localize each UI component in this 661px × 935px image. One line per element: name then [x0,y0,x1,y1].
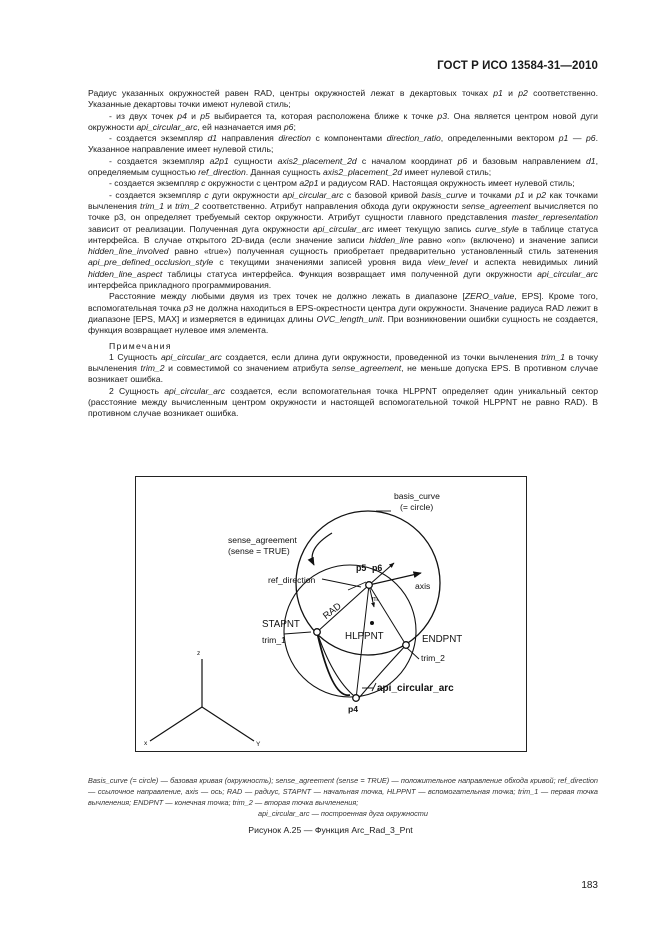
label-rad: RAD [321,600,344,622]
legend-text: api_circular_arc — построенная дуга окружности [258,809,428,818]
label-p6: p6 [372,563,383,573]
endpnt-point [403,642,410,649]
paragraph: Расстояние между любыми двумя из трех точек не должно лежать в диапазоне [ZERO_value, EPS]. Кроме того, вспомогательная точка p3 не должна находиться в EPS-окрестности центра дуги окружности. Значение радиуса RAD лежит в диапазоне [EPS, MAX] и измеряется в единицах длины OVC_length_unit. При возникновении ошибки сущность не создается, функция возвращает нулевое имя элемента. [88,291,598,336]
hlppnt-point [370,621,374,625]
p6-point [366,582,373,589]
document-header: ГОСТ Р ИСО 13584-31—2010 [437,60,598,72]
label-equals-circle: (= circle) [400,502,434,512]
label-x: x [144,740,148,747]
page-number: 183 [581,880,598,891]
label-api-circular-arc: api_circular_arc [377,683,454,694]
label-y: Y [256,741,261,748]
body-text [88,88,598,420]
leader-line [406,647,419,659]
label-axis: axis [415,581,431,591]
legend-text: Basis_curve (= circle) — базовая кривая (окружность); sense_agreement (sense = TRUE) — положительное направление обхода кривой; ref_direction — ссылочное направление, axis — ось; RAD — радиус, STAPNT — начальная точка, HLPPNT — вспомогательная точка; trim_1 — первая точка вычленения; ENDPNT — конечная точка; trim_2 — вторая точка вычленения; [88,776,598,807]
stapnt-point [314,629,321,636]
figure-legend [88,775,598,819]
label-trim-2: trim_2 [421,653,445,663]
paragraph: - создается экземпляр d1 направления direction с компонентами direction_ratio, определенными вектором p1 — p6. Указанное направление имеет нулевой стиль; [88,133,598,155]
figure-diagram [135,476,527,752]
label-p5: p5 [356,563,367,573]
label-sense-true: (sense = TRUE) [228,546,290,556]
label-stapnt: STAPNT [262,619,300,630]
paragraph: - создается экземпляр c окружности с центром a2p1 и радиусом RAD. Настоящая окружность имеет нулевой стиль; [109,178,575,189]
leader-line [348,582,366,590]
figure-caption: Рисунок А.25 — Функция Arc_Rad_3_Pnt [248,825,413,835]
leader-line [372,683,376,691]
paragraph: - из двух точек p4 и p5 выбирается та, которая расположена ближе к точке p3. Она является центром новой дуги окружности api_circular_arc, ей назначается имя p6; [88,110,598,132]
label-ref-direction: ref_direction [268,575,316,585]
paragraph: - создается экземпляр c дуги окружности api_circular_arc с базовой кривой basis_curve и точками p1 и p2 как точками вычленения trim_1 и trim_2 соответственно. Атрибут направления обхода дуги окружности sense_agreement вычисляется по точке p3, он определяет требуемый сектор окружности. Атрибут сущности главного представления master_representation зависит от реализации. Полученная дуга окружности api_circular_arc имеет текущую запись curve_style в таблице статуса интерфейса. В случае открытого 2D-вида (если значение записи hidden_line равно «on» (включено) и значение записи hidden_line_involved равно «true») полученная сущность приобретает предварительно установленный стиль затенения api_pre_defined_occlusion_style с текущими значениями записей уровня вида view_level и аспекта невидимых линий hidden_line_aspect таблицы статуса интерфейса. Функция возвращает имя полученной дуги окружности api_circular_arc интерфейса прикладного программирования. [88,189,599,291]
paragraph: Радиус указанных окружностей равен RAD, центры окружностей лежат в декартовых точках p1 и p2 соответственно. Указанные декартовы точки имеют нулевой стиль; [88,88,598,110]
label-trim-1: trim_1 [262,635,286,645]
radius-line [317,585,369,632]
label-basis-curve: basis_curve [394,491,440,501]
label-hlppnt: HLPPNT [345,631,384,642]
arc-diagram-svg [136,477,528,753]
label-sense-agreement: sense_agreement [228,535,297,545]
sense-arrow [312,533,332,565]
label-m: m [372,596,378,603]
leader-line [322,579,361,587]
paragraph: - создается экземпляр a2p1 сущности axis2_placement_2d с началом координат p6 и базовым направлением d1, определяемым сущностью ref_direction. Данная сущность axis2_placement_2d имеет нулевой стиль; [88,155,598,178]
x-axis [150,707,202,741]
p4-point [353,695,360,702]
y-axis [202,707,254,741]
chord-line [356,585,369,699]
note-item: 2 Сущность api_circular_arc создается, если вспомогательная точка HLPPNT определяет один уникальный сектор (расстояние между вычисленным центром окружности и настоящей вспомогательной точкой HLPPNT не равно RAD). В противном случае возникает ошибка. [88,385,599,419]
leader-line [284,632,311,634]
label-z: z [197,650,201,657]
label-p4: p4 [348,704,359,714]
label-endpnt: ENDPNT [422,634,463,645]
note-item: 1 Сущность api_circular_arc создается, если длина дуги окружности, проведенной из точки вычленения trim_1 в точку вычленения trim_2 и совместимой со значением атрибута sense_agreement, не меньше допуска EPS. В противном случае возникает ошибка. [88,351,599,385]
notes-heading: Примечания [109,340,172,351]
